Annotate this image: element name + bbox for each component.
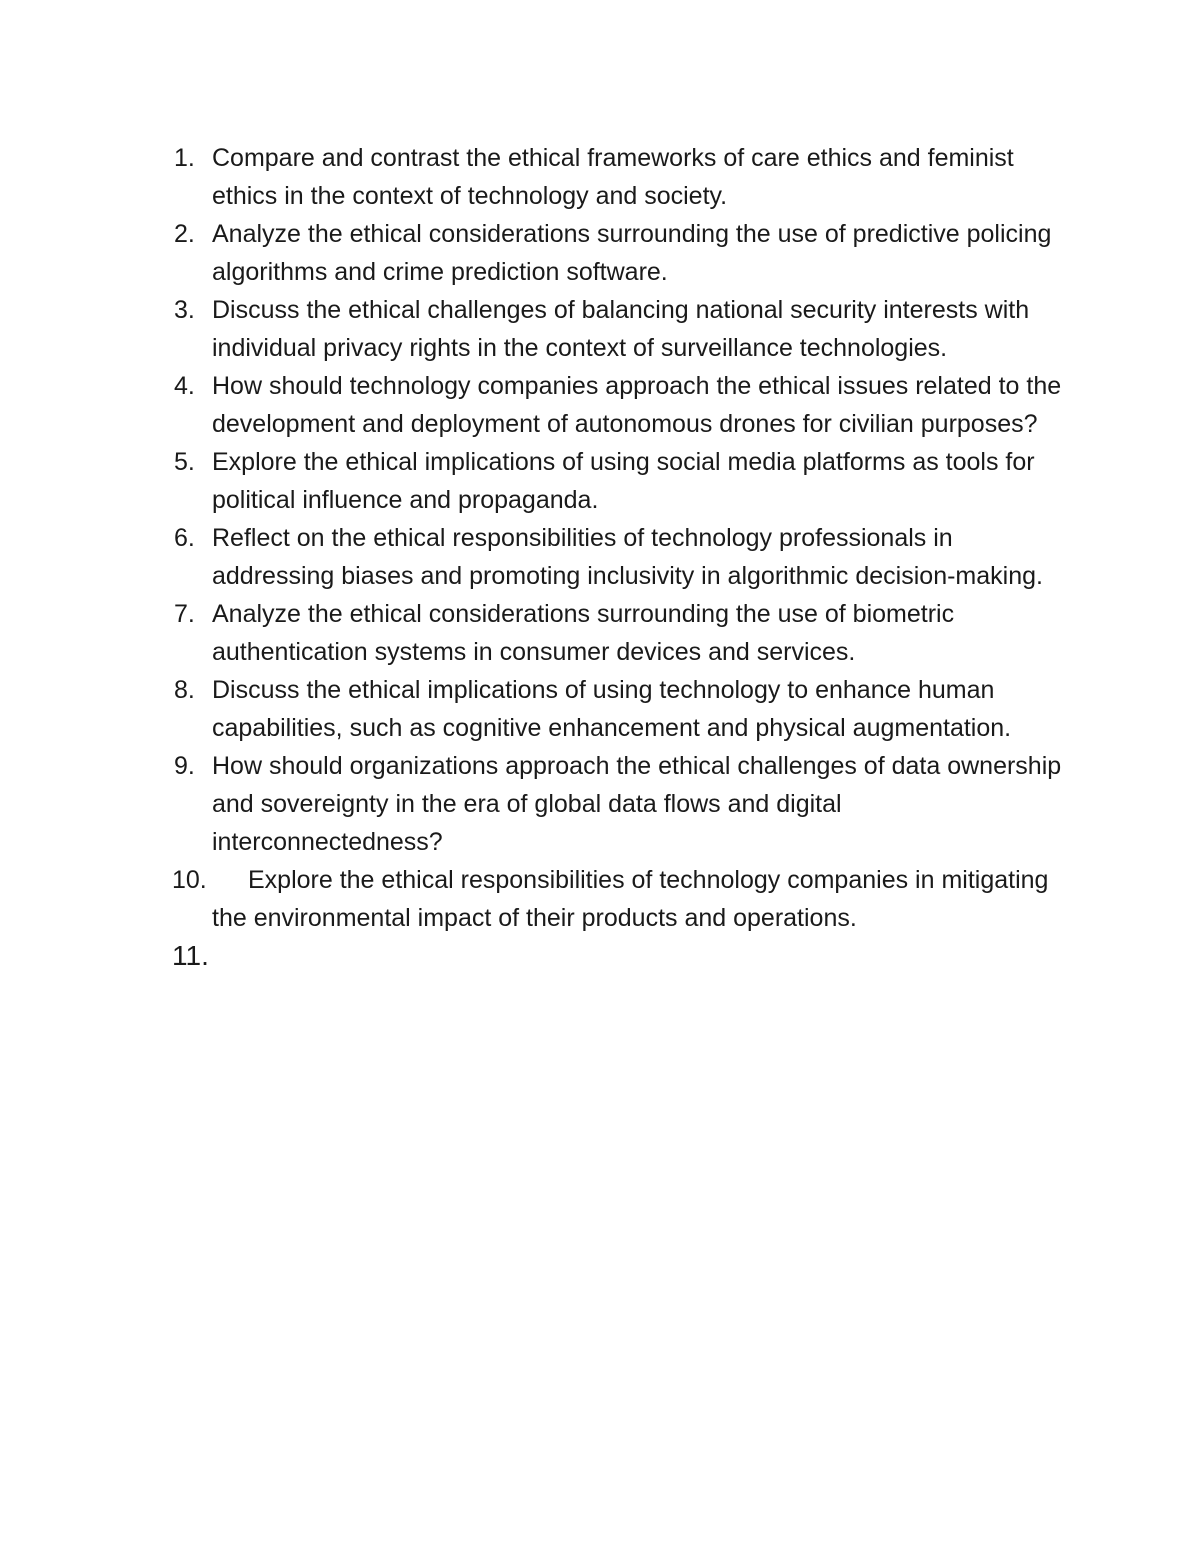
- list-item: [0, 367, 1072, 443]
- item-text: Reflect on the ethical responsibilities of technology professionals in addressing biases and promoting inclusivity in algorithmic decision-making.: [212, 524, 1043, 590]
- item-number: 3.: [174, 296, 195, 324]
- list-item: [0, 215, 1072, 291]
- item-number: 11.: [172, 940, 209, 971]
- item-number: 7.: [174, 600, 195, 628]
- list-item: [0, 861, 1072, 937]
- list-item: [0, 595, 1072, 671]
- item-text: [212, 937, 1072, 975]
- list-item: [0, 937, 1072, 975]
- item-number: 10.: [172, 866, 207, 894]
- list-item: [0, 443, 1072, 519]
- list-item: [0, 671, 1072, 747]
- question-list: [0, 139, 1200, 975]
- item-text: Analyze the ethical considerations surrounding the use of biometric authentication systems in consumer devices and services.: [212, 600, 955, 666]
- item-text: How should technology companies approach the ethical issues related to the development and deployment of autonomous drones for civilian purposes?: [212, 372, 1062, 438]
- item-text: Discuss the ethical implications of using technology to enhance human capabilities, such as cognitive enhancement and physical augmentation.: [212, 676, 1012, 742]
- item-number: 5.: [174, 448, 195, 476]
- item-text: Discuss the ethical challenges of balancing national security interests with individual privacy rights in the context of surveillance technologies.: [212, 296, 1030, 362]
- list-item: [0, 519, 1072, 595]
- item-number: 4.: [174, 372, 195, 400]
- item-text: How should organizations approach the ethical challenges of data ownership and sovereignty in the era of global data flows and digital interconnectedness?: [212, 752, 1062, 856]
- item-number: 1.: [174, 144, 195, 172]
- item-text: Explore the ethical responsibilities of technology companies in mitigating the environmental impact of their products and operations.: [212, 866, 1049, 932]
- item-number: 8.: [174, 676, 195, 704]
- item-text: Analyze the ethical considerations surrounding the use of predictive policing algorithms and crime prediction software.: [212, 220, 1052, 286]
- item-text: Explore the ethical implications of using social media platforms as tools for political influence and propaganda.: [212, 448, 1035, 514]
- item-number: 6.: [174, 524, 195, 552]
- item-text: Compare and contrast the ethical frameworks of care ethics and feminist ethics in the context of technology and society.: [212, 144, 1014, 210]
- item-number: 2.: [174, 220, 195, 248]
- list-item: [0, 747, 1072, 861]
- list-item: [0, 139, 1072, 215]
- list-item: [0, 291, 1072, 367]
- item-number: 9.: [174, 752, 195, 780]
